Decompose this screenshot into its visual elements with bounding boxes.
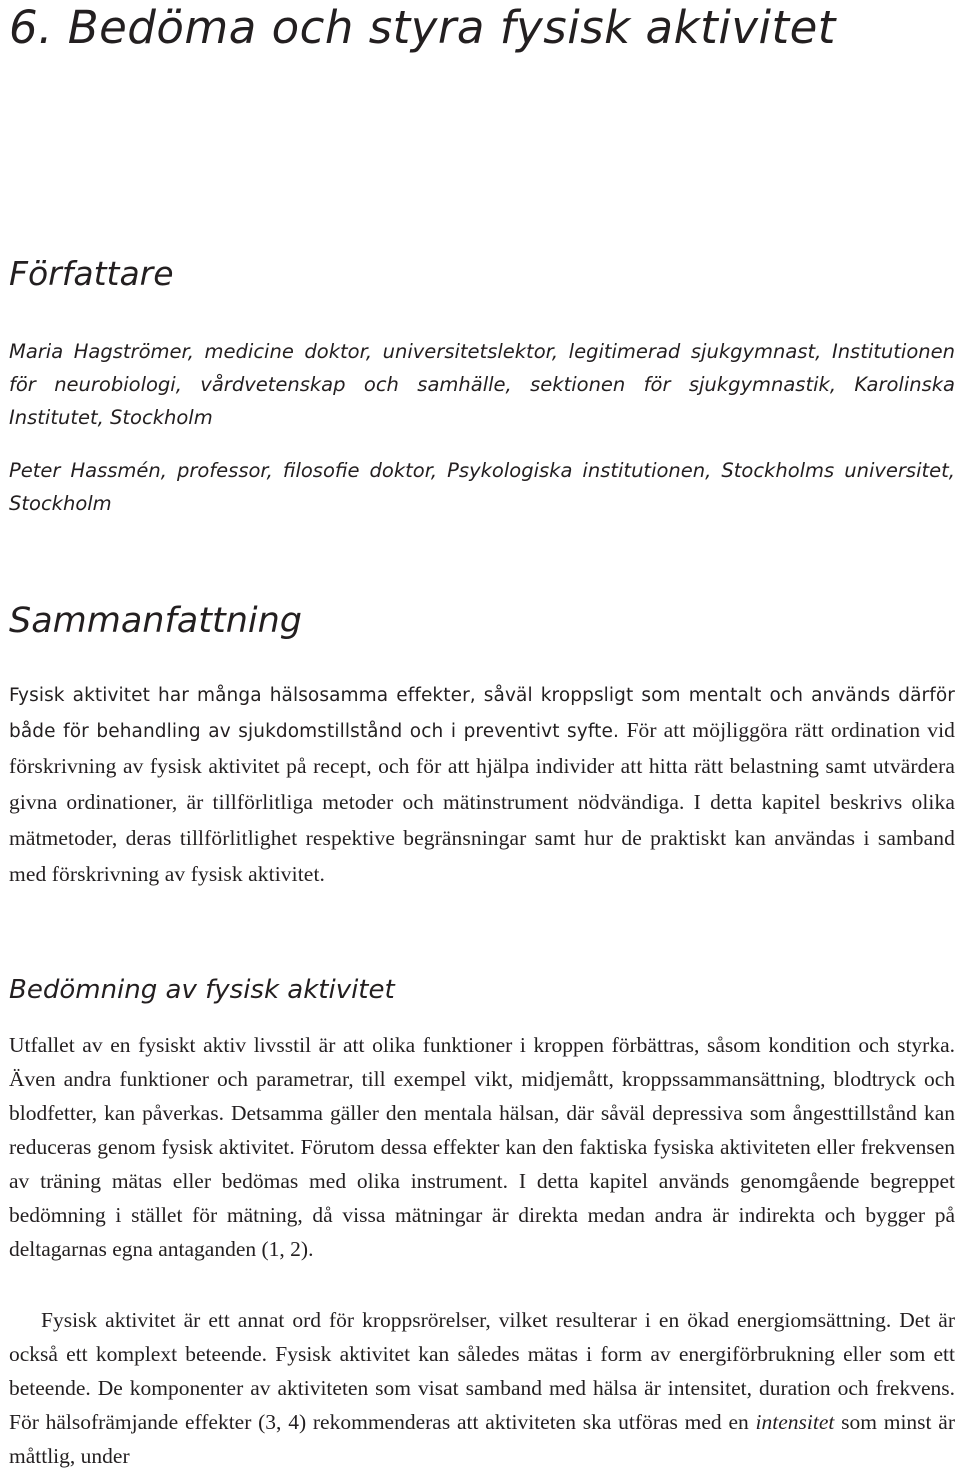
author-entry: Peter Hassmén, professor, filosofie doktor, Psykologiska institutionen, Stockholms universitet, Stockholm xyxy=(9,459,955,515)
summary-heading: Sammanfattning xyxy=(9,601,303,641)
body-paragraph xyxy=(9,1303,955,1473)
section-heading: Bedömning av fysisk aktivitet xyxy=(9,975,395,1005)
chapter-title: 6. Bedöma och styra fysisk aktivitet xyxy=(9,1,836,54)
author-entry: Maria Hagströmer, medicine doktor, universitetslektor, legitimerad sjukgymnast, Institutionen för neurobiologi, vårdvetenskap och samhälle, sektionen för sjukgymnastik, Karolinska Institutet, Stockholm xyxy=(9,340,955,429)
summary-sans-text: Fysisk aktivitet har många hälsosamma effekter, såväl kroppsligt som mentalt och används därför både för behandling av sjukdomstillstånd och i preventivt syfte. xyxy=(9,685,955,742)
body-paragraph: Utfallet av en fysiskt aktiv livsstil är att olika funktioner i kroppen förbättras, såsom kondition och styrka. Även andra funktioner och parametrar, till exempel vikt, midjemått, kroppssammansättning, blodtryck och blodfetter, kan påverkas. Detsamma gäller den mentala hälsan, där såväl depressiva som ångesttillstånd kan reduceras genom fysisk aktivitet. Förutom dessa effekter kan den faktiska fysiska aktiviteten eller frekvensen av träning mätas eller bedömas med olika instrument. I detta kapitel används genomgående begreppet bedömning i stället för mätning, då vissa mätningar är direkta medan andra är indirekta och bygger på deltagarnas egna antaganden (1, 2). xyxy=(9,1033,955,1261)
summary-serif-text: För att möjliggöra rätt ordination vid förskrivning av fysisk aktivitet på recept, och för att hjälpa individer att hitta rätt belastning samt utvärdera givna ordinationer, är tillförlitliga metoder och mätinstrument nödvändiga. I detta kapitel beskrivs olika mätmetoder, deras tillförlitlighet respektive begränsningar samt hur de praktiskt kan användas i samband med förskrivning av fysisk aktivitet. xyxy=(9,718,955,886)
body-text-segment: Fysisk aktivitet är ett annat ord för kroppsrörelser, vilket resulterar i en ökad energiomsättning. Det är också ett komplext beteende. Fysisk aktivitet kan således mätas i form av energiförbrukning eller som ett beteende. De komponenter av aktiviteten som visat samband med hälsa är intensitet, duration och frekvens. För hälsofrämjande effekter (3, 4) rekommenderas att aktiviteten ska utföras med en xyxy=(9,1308,955,1434)
emphasized-term: intensitet xyxy=(755,1410,835,1434)
body-text-segment: som minst är måttlig, under xyxy=(9,1410,955,1468)
summary-paragraph xyxy=(9,679,955,893)
authors-heading: Författare xyxy=(9,254,174,293)
